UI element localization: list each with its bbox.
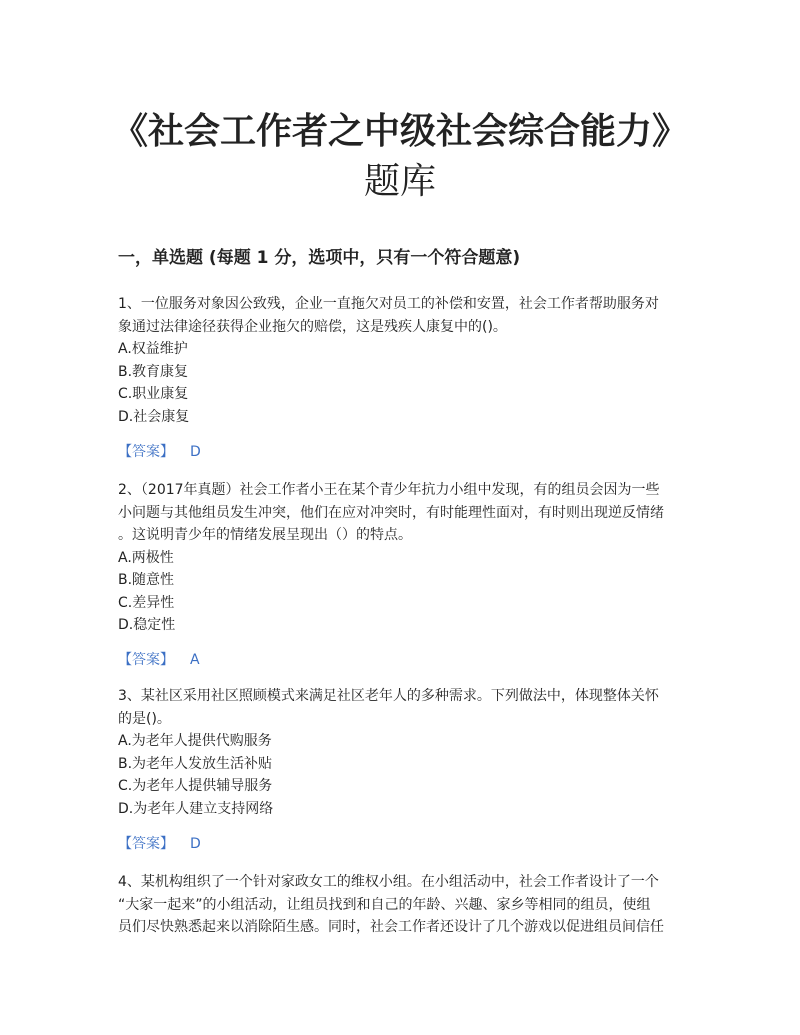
- question-stem-line: 小问题与其他组员发生冲突，他们在应对冲突时，有时能理性面对，有时则出现逆反情绪: [118, 504, 664, 521]
- answer-value: D: [190, 836, 201, 852]
- option-a: A.两极性: [118, 549, 174, 566]
- question-4: [118, 871, 688, 939]
- section-heading: 一，单选题 (每题 1 分，选项中，只有一个符合题意): [118, 248, 521, 268]
- question-stem-line: 。这说明青少年的情绪发展呈现出（）的特点。: [118, 527, 412, 543]
- question-1: [118, 293, 688, 428]
- question-3: [118, 685, 688, 820]
- answer-2: [118, 649, 200, 671]
- option-a: A.权益维护: [118, 341, 188, 357]
- document-title-line1: 《社会工作者之中级社会综合能力》: [111, 111, 688, 152]
- question-2: [118, 479, 688, 637]
- option-b: B.教育康复: [118, 363, 189, 380]
- question-stem-line: 1、一位服务对象因公致残，企业一直拖欠对员工的补偿和安置，社会工作者帮助服务对: [118, 296, 659, 312]
- option-b: B.为老年人发放生活补贴: [118, 755, 273, 772]
- answer-1: [118, 441, 201, 463]
- question-stem-line: 员们尽快熟悉起来以消除陌生感。同时，社会工作者还设计了几个游戏以促进组员间信任: [118, 919, 664, 935]
- question-stem-line: 2、（2017年真题）社会工作者小王在某个青少年抗力小组中发现，有的组员会因为一些: [118, 482, 660, 498]
- option-c: C.职业康复: [118, 386, 189, 402]
- answer-value: D: [190, 444, 201, 460]
- document-title-line2: 题库: [363, 161, 436, 202]
- question-stem-line: 3、某社区采用社区照顾模式来满足社区老年人的多种需求。下列做法中，体现整体关怀: [118, 688, 659, 704]
- answer-value: A: [190, 652, 200, 668]
- option-c: C.差异性: [118, 594, 175, 611]
- option-d: D.社会康复: [118, 408, 190, 425]
- option-c: C.为老年人提供辅导服务: [118, 778, 273, 794]
- question-stem-line: 的是()。: [118, 710, 171, 727]
- option-d: D.为老年人建立支持网络: [118, 800, 274, 817]
- option-a: A.为老年人提供代购服务: [118, 733, 272, 749]
- answer-label: 【答案】: [118, 652, 174, 668]
- answer-3: [118, 833, 201, 855]
- question-stem-line: 4、某机构组织了一个针对家政女工的维权小组。在小组活动中，社会工作者设计了一个: [118, 874, 659, 890]
- answer-label: 【答案】: [118, 444, 174, 460]
- question-stem-line: “大家一起来”的小组活动，让组员找到和自己的年龄、兴趣、家乡等相同的组员，使组: [118, 896, 651, 913]
- option-d: D.稳定性: [118, 617, 176, 633]
- question-stem-line: 象通过法律途径获得企业拖欠的赔偿，这是残疾人康复中的()。: [118, 318, 507, 335]
- answer-label: 【答案】: [118, 836, 174, 852]
- option-b: B.随意性: [118, 572, 175, 588]
